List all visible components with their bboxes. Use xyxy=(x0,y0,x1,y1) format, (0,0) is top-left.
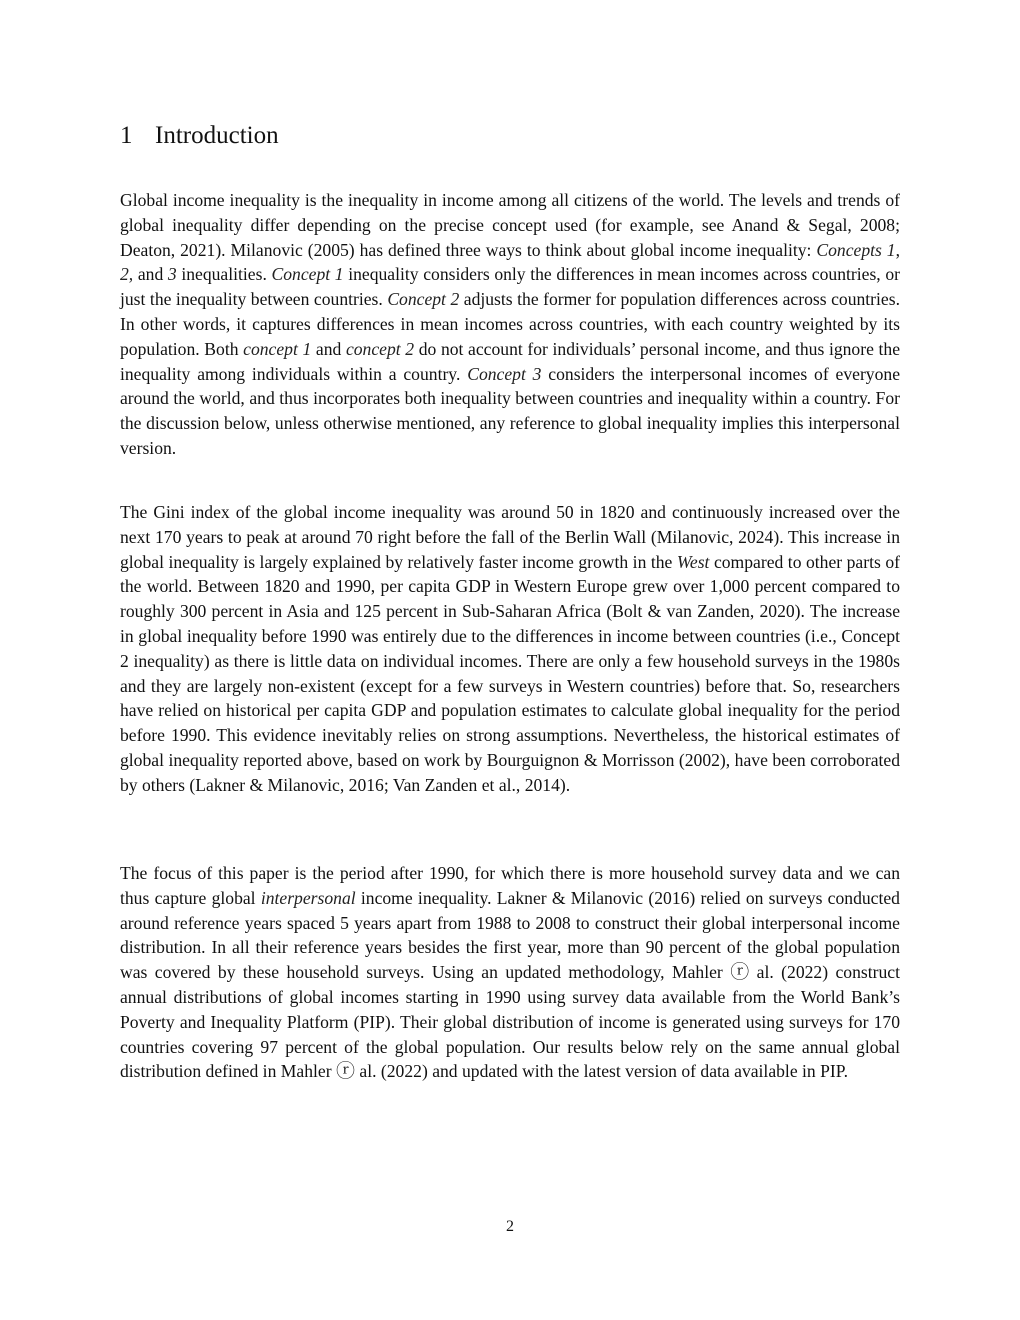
italic-term: 3 xyxy=(167,264,177,285)
text-span: al. (2022) and updated with the latest version of data available in PIP. xyxy=(355,1061,848,1082)
circled-r-symbol: ⓡ xyxy=(730,962,750,984)
paragraph-2 xyxy=(120,500,900,798)
text-span: considers the interpersonal incomes of everyone around the world, and thus incorporates both inequality between countries and inequality within a country. For the discussion below, unless otherwise mentioned, any reference to global inequality implies this interpersonal version. xyxy=(120,363,901,458)
italic-term: Concept 2 xyxy=(387,289,460,310)
italic-term: West xyxy=(676,551,710,572)
italic-term: Concept 3 xyxy=(467,363,542,384)
italic-term: 2, xyxy=(120,264,134,285)
italic-term: Concepts 1 xyxy=(816,239,896,260)
italic-term: interpersonal xyxy=(260,887,356,908)
section-number: 1 xyxy=(120,122,133,149)
italic-term: concept 2 xyxy=(345,338,415,359)
text-span: The focus of this paper is the period after 1990, for which there is more household survey data and we can thus capture global xyxy=(120,863,900,908)
section-heading xyxy=(120,119,279,153)
paragraph-1 xyxy=(120,188,900,461)
italic-term: concept 1 xyxy=(243,338,312,359)
italic-term: Concept 1 xyxy=(271,264,344,285)
text-span: compared to other parts of the world. Between 1820 and 1990, per capita GDP in Western Europe grew over 1,000 percent compared to roughly 300 percent in Asia and 125 percent in Sub-Saharan Africa (Bolt & van Zanden, 2020). The increase in global inequality before 1990 was entirely due to the differences in income between countries (i.e., Concept 2 inequality) as there is little data on individual incomes. There are only a few household surveys in the 1980s and they are largely non-existent (except for a few surveys in Western countries) before that. So, researchers have relied on historical per capita GDP and population estimates to calculate global inequality for the period before 1990. This evidence inevitably relies on strong assumptions. Nevertheless, the historical estimates of global inequality reported above, based on work by Bourguignon & Morrisson (2002), have been corroborated by others (Lakner & Milanovic, 2016; Van Zanden et al., 2014). xyxy=(120,551,900,795)
text-span: al. (2022) construct annual distributions of global incomes starting in 1990 using survey data available from the World Bank’s Poverty and Inequality Platform (PIP). Their global distribution of income is generated using surveys for 170 countries covering 97 percent of the global population. Our results below rely on the same annual global distribution defined in Mahler xyxy=(120,962,900,1082)
text-span: , xyxy=(895,239,900,260)
text-span: inequality considers only the differences in mean incomes across countries, or just the inequality between countries. xyxy=(120,264,900,310)
text-span: The Gini index of the global income inequality was around 50 in 1820 and continuously increased over the next 170 years to peak at around 70 right before the fall of the Berlin Wall (Milanovic, 2024). This increase in global inequality is largely explained by relatively faster income growth in the xyxy=(120,502,900,572)
circled-r-symbol: ⓡ xyxy=(335,1061,355,1083)
text-span: and xyxy=(133,264,168,285)
text-span: do not account for individuals’ personal income, and thus ignore the inequality among individuals within a country. xyxy=(120,338,901,384)
text-span: adjusts the former for population differences across countries. In other words, it captures differences in mean incomes across countries, with each country weighted by its population. Both xyxy=(120,289,900,359)
page-number: 2 xyxy=(506,1218,514,1235)
paragraph-3 xyxy=(120,861,900,1084)
text-span: and xyxy=(311,338,346,359)
text-span: income inequality. Lakner & Milanovic (2016) relied on surveys conducted around reference years spaced 5 years apart from 1988 to 2008 to construct their global interpersonal income distribution. In all their reference years besides the first year, more than 90 percent of the global population was covered by these household surveys. Using an updated methodology, Mahler xyxy=(120,887,900,983)
text-span: Global income inequality is the inequality in income among all citizens of the world. The levels and trends of global inequality differ depending on the precise concept used (for example, see Anand & Segal, 2008; Deaton, 2021). Milanovic (2005) has defined three ways to think about global income inequality: xyxy=(120,190,900,260)
section-title: Introduction xyxy=(155,122,279,149)
text-span: inequalities. xyxy=(176,264,272,285)
